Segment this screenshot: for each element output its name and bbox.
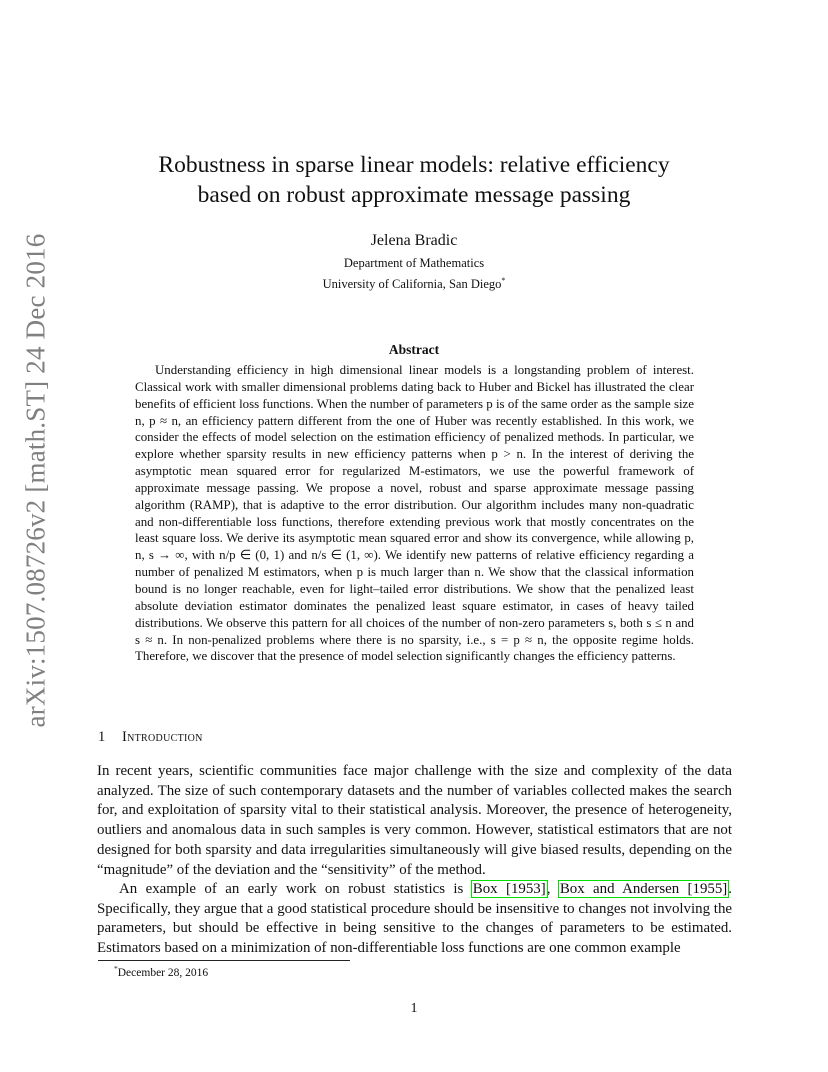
abstract-text: Understanding efficiency in high dimensional linear models is a longstanding problem of interest. Classical work with smaller dimensional problems dating back to Huber and Bickel has illustrated the clear benefits of efficient loss functions. When the number of parameters p is of the same order as the sample size n, p ≈ n, an efficiency pattern different from the one of Huber was recently established. In this work, we consider the effects of model selection on the estimation efficiency of penalized methods. In particular, we explore whether sparsity results in new efficiency patterns when p > n. In the interest of deriving the asymptotic mean squared error for regularized M-estimators, we use the powerful framework of approximate message passing. We propose a novel, robust and sparse approximate message passing algorithm (RAMP), that is adaptive to the error distribution. Our algorithm includes many non-quadratic and non-differentiable loss functions, therefore extending previous work that mostly concentrates on the least square loss. We derive its asymptotic mean squared error and show its convergence, while allowing p, n, s → ∞, with n/p ∈ (0, 1) and n/s ∈ (1, ∞). We identify new patterns of relative efficiency regarding a number of penalized M estimators, when p is much larger than n. We show that the classical information bound is no longer reachable, even for light–tailed error distributions. We show that the penalized least absolute deviation estimator dominates the penalized least square estimator, in cases of heavy tailed distributions. We observe this pattern for all choices of the number of non-zero parameters s, both s ≤ n and s ≈ n. In non-penalized problems where there is no sparsity, i.e., s = p ≈ n, the opposite regime holds. Therefore, we discover that the presence of model selection significantly changes the efficiency patterns. [135,363,694,664]
footnote-marker: * [501,276,506,285]
university-name: University of California, San Diego [322,277,502,292]
section-heading [98,729,203,746]
section-title: Introduction [122,729,203,745]
citation-link-box-1953[interactable]: Box [1953] [472,881,546,897]
intro-paragraph-2 [97,880,732,959]
intro-paragraph-1: In recent years, scientific communities face major challenge with the size and complexity of the data analyzed. The size of such contemporary datasets and the number of variables collected makes the search for, and exploitation of sparsity vital to their statistical analysis. Moreover, the presence of heterogeneity, outliers and anomalous data in such samples is very common. However, statistical estimators that are not designed for both sparsity and data irregularities simultaneously will give biased results, depending on the “magnitude” of the deviation and the “sensitivity” of the method. [97,763,732,878]
footnote-mark: * [114,964,118,973]
title-line-1: Robustness in sparse linear models: relative efficiency [158,152,670,178]
section-number: 1 [98,729,106,745]
footnote-rule [98,960,350,961]
title-line-2: based on robust approximate message passing [197,182,631,208]
abstract-heading: Abstract [388,342,440,357]
department: Department of Mathematics [343,256,485,270]
university [140,276,688,292]
para2-separator: , [546,881,559,897]
footnote [114,964,208,979]
arxiv-sidebar [11,233,61,727]
footnote-date: December 28, 2016 [117,966,209,979]
author-name: Jelena Bradic [370,232,458,249]
para2-start: An example of an early work on robust statistics is [119,881,472,897]
paper-title [140,150,688,210]
citation-link-box-andersen-1955[interactable]: Box and Andersen [1955] [559,881,728,897]
page-number: 1 [410,1001,418,1016]
para2-rest: . Specifically, they argue that a good statistical procedure should be insensitive to changes not involving the parameters, but should be effective in being sensitive to the changes of parameters to be estimated. Estimators based on a minimization of non-differentiable loss functions are one common example [97,881,732,957]
arxiv-identifier: arXiv:1507.08726v2 [math.ST] 24 Dec 2016 [20,233,51,727]
